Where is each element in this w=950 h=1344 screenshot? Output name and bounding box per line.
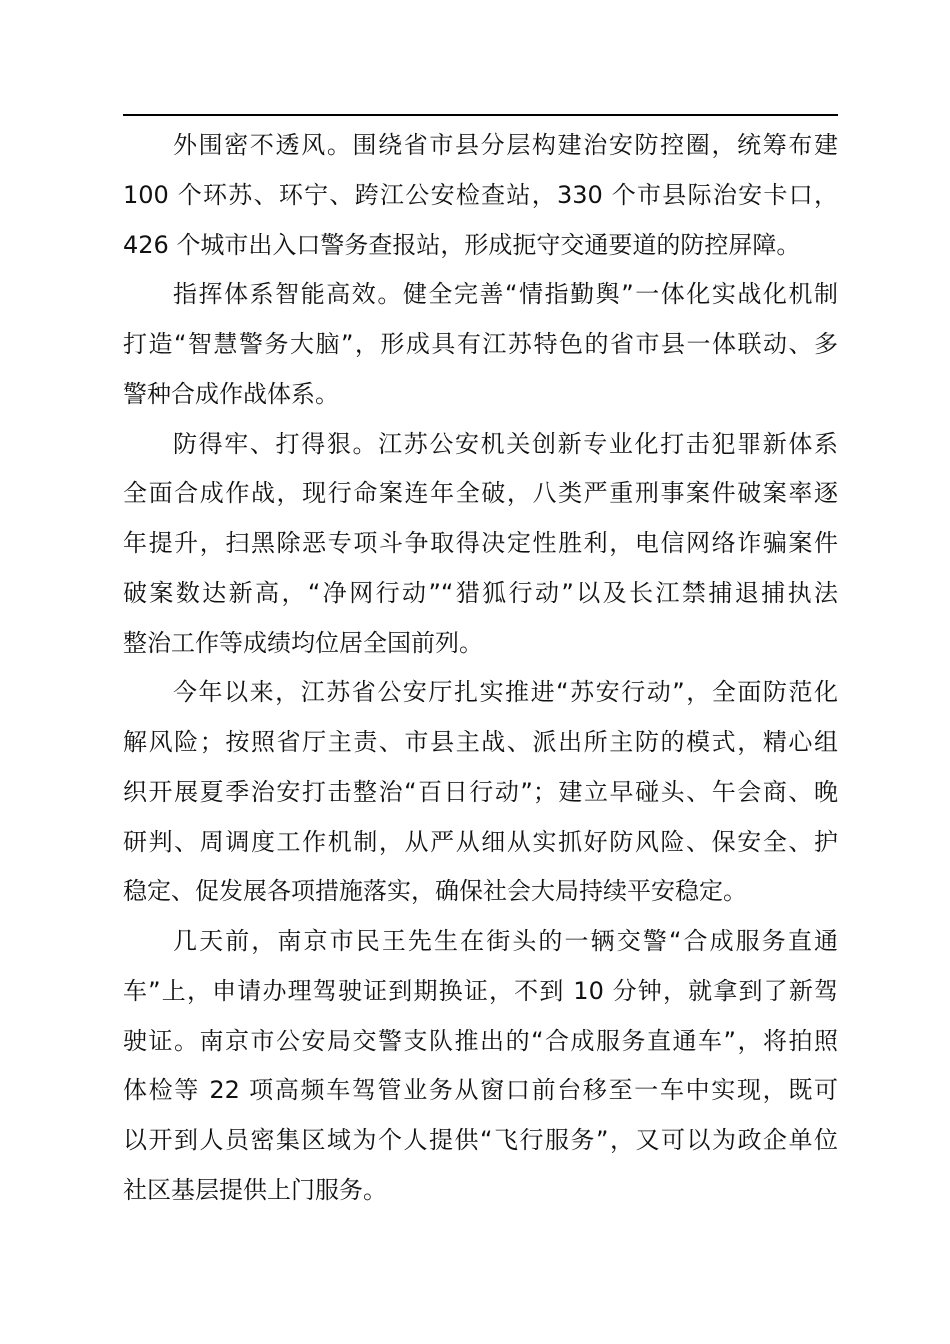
text-line: 打造“智慧警务大脑”，形成具有江苏特色的省市县一体联动、多 bbox=[123, 330, 838, 358]
text-line: 解风险；按照省厅主责、市县主战、派出所主防的模式，精心组 bbox=[123, 728, 838, 756]
text-line: 100 个环苏、环宁、跨江公安检查站，330 个市县际治安卡口， bbox=[123, 180, 838, 209]
text-line: 防得牢、打得狠。江苏公安机关创新专业化打击犯罪新体系 bbox=[173, 429, 838, 458]
text-line: 几天前，南京市民王先生在街头的一辆交警“合成服务直通 bbox=[173, 927, 838, 955]
paragraph bbox=[123, 270, 838, 419]
paragraph bbox=[123, 420, 838, 669]
text-line: 全面合成作战，现行命案连年全破，八类严重刑事案件破案率逐 bbox=[123, 479, 838, 508]
text-line: 年提升，扫黑除恶专项斗争取得决定性胜利，电信网络诈骗案件 bbox=[123, 529, 838, 557]
text-line: 今年以来，江苏省公安厅扎实推进“苏安行动”，全面防范化 bbox=[173, 678, 838, 707]
text-line: 外围密不透风。围绕省市县分层构建治安防控圈，统筹布建 bbox=[173, 131, 838, 159]
text-line: 驶证。南京市公安局交警支队推出的“合成服务直通车”，将拍照 bbox=[123, 1026, 838, 1055]
text-line: 破案数达新高，“净网行动”“猎狐行动”以及长江禁捕退捕执法 bbox=[123, 578, 838, 607]
paragraph bbox=[123, 917, 838, 1216]
text-line: 426 个城市出入口警务查报站，形成扼守交通要道的防控屏障。 bbox=[123, 230, 801, 259]
text-line: 以开到人员密集区域为个人提供“飞行服务”，又可以为政企单位 bbox=[123, 1126, 838, 1154]
text-line: 稳定、促发展各项措施落实，确保社会大局持续平安稳定。 bbox=[123, 877, 747, 906]
paragraph bbox=[123, 121, 838, 270]
text-line: 研判、周调度工作机制，从严从细从实抓好防风险、保安全、护 bbox=[123, 827, 838, 856]
text-line: 社区基层提供上门服务。 bbox=[123, 1175, 387, 1204]
text-line: 指挥体系智能高效。健全完善“情指勤舆”一体化实战化机制 bbox=[173, 280, 838, 309]
document-body bbox=[123, 121, 838, 1216]
text-line: 车”上，申请办理驾驶证到期换证，不到 10 分钟，就拿到了新驾 bbox=[123, 976, 838, 1005]
text-line: 警种合成作战体系。 bbox=[123, 379, 339, 408]
text-line: 体检等 22 项高频车驾管业务从窗口前台移至一车中实现，既可 bbox=[123, 1076, 838, 1105]
text-line: 整治工作等成绩均位居全国前列。 bbox=[123, 628, 483, 657]
paragraph bbox=[123, 668, 838, 917]
text-line: 织开展夏季治安打击整治“百日行动”；建立早碰头、午会商、晚 bbox=[123, 777, 838, 806]
header-rule bbox=[123, 114, 838, 116]
